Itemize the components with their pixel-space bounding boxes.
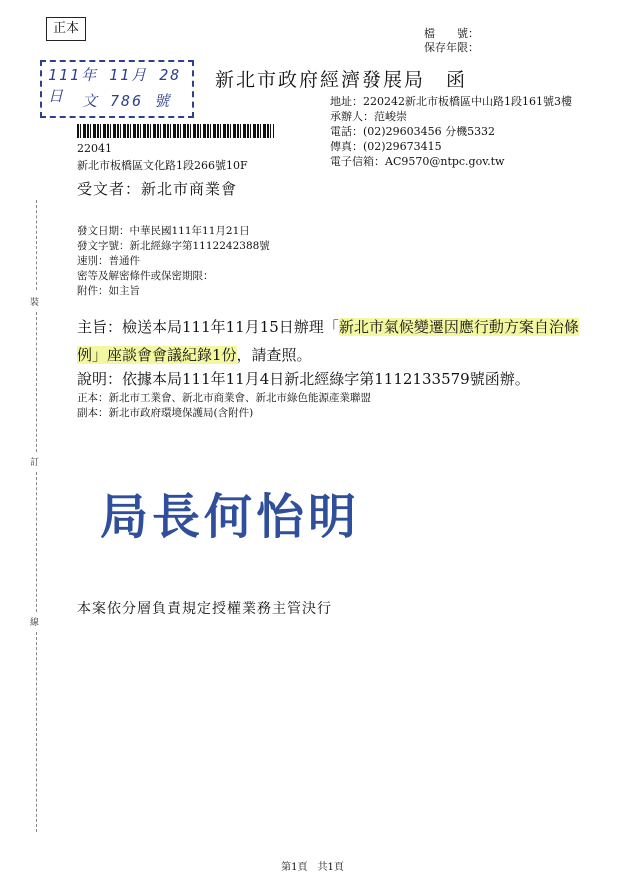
director-seal: 局長何怡明 (100, 489, 361, 545)
copy-recipients: 副本：新北市政府環境保護局(含附件) (77, 407, 254, 419)
postal-code: 22041 (77, 142, 112, 155)
binding-line (36, 312, 37, 452)
attachment: 附件：如主旨 (77, 285, 140, 297)
contact-fax: 傳真：(02)29673415 (330, 140, 442, 153)
binding-mark-2: 訂 (30, 458, 40, 468)
binding-line (36, 472, 37, 612)
subject-highlight: 新北市氣候變遷因應行動方案自治條例」座談會會議紀錄1份 (77, 318, 579, 364)
barcode-icon (77, 124, 274, 138)
contact-phone: 電話：(02)29603456 分機5332 (330, 125, 496, 138)
retention-label: 保存年限： (424, 41, 479, 54)
contact-address: 地址：220242新北市板橋區中山路1段161號3樓 (330, 95, 572, 108)
issue-date: 發文日期：中華民國111年11月21日 (77, 225, 250, 237)
binding-mark-1: 裝 (30, 298, 40, 308)
agency-title: 新北市政府經濟發展局 函 (215, 69, 468, 91)
contact-block (330, 94, 572, 169)
delegation-note: 本案依分層負責規定授權業務主管決行 (77, 601, 332, 617)
distribution (77, 391, 371, 421)
page-number: 第1頁 共1頁 (281, 862, 344, 873)
stamp-number: 文 786 號 (82, 92, 172, 110)
original-recipients: 正本：新北市工業會、新北市商業會、新北市綠色能源產業聯盟 (77, 392, 371, 404)
file-info (424, 27, 479, 55)
recipient: 受文者：新北市商業會 (77, 180, 238, 198)
document-meta (77, 224, 270, 299)
speed: 速別：普通件 (77, 255, 140, 267)
subject (77, 313, 597, 369)
issue-number: 發文字號：新北經綠字第1112242388號 (77, 240, 270, 252)
explanation: 說明：依據本局111年11月4日新北經綠字第1112133579號函辦。 (77, 370, 530, 388)
recipient-address: 新北市板橋區文化路1段266號10F (77, 159, 248, 172)
subject-suffix: ，請查照。 (236, 346, 312, 364)
contact-email: 電子信箱：AC9570@ntpc.gov.tw (330, 155, 505, 168)
contact-officer: 承辦人：范峻崇 (330, 110, 407, 123)
received-stamp (40, 60, 194, 118)
original-copy-label: 正本 (46, 17, 86, 41)
binding-line (36, 632, 37, 832)
stamp-date: 111年 11月 28日 (48, 66, 182, 105)
file-number-label: 檔 號： (424, 27, 479, 40)
secrecy: 密等及解密條件或保密期限： (77, 270, 214, 282)
subject-prefix: 主旨：檢送本局111年11月15日辦理「 (77, 318, 339, 336)
binding-line (36, 200, 37, 290)
binding-mark-3: 線 (30, 618, 40, 628)
